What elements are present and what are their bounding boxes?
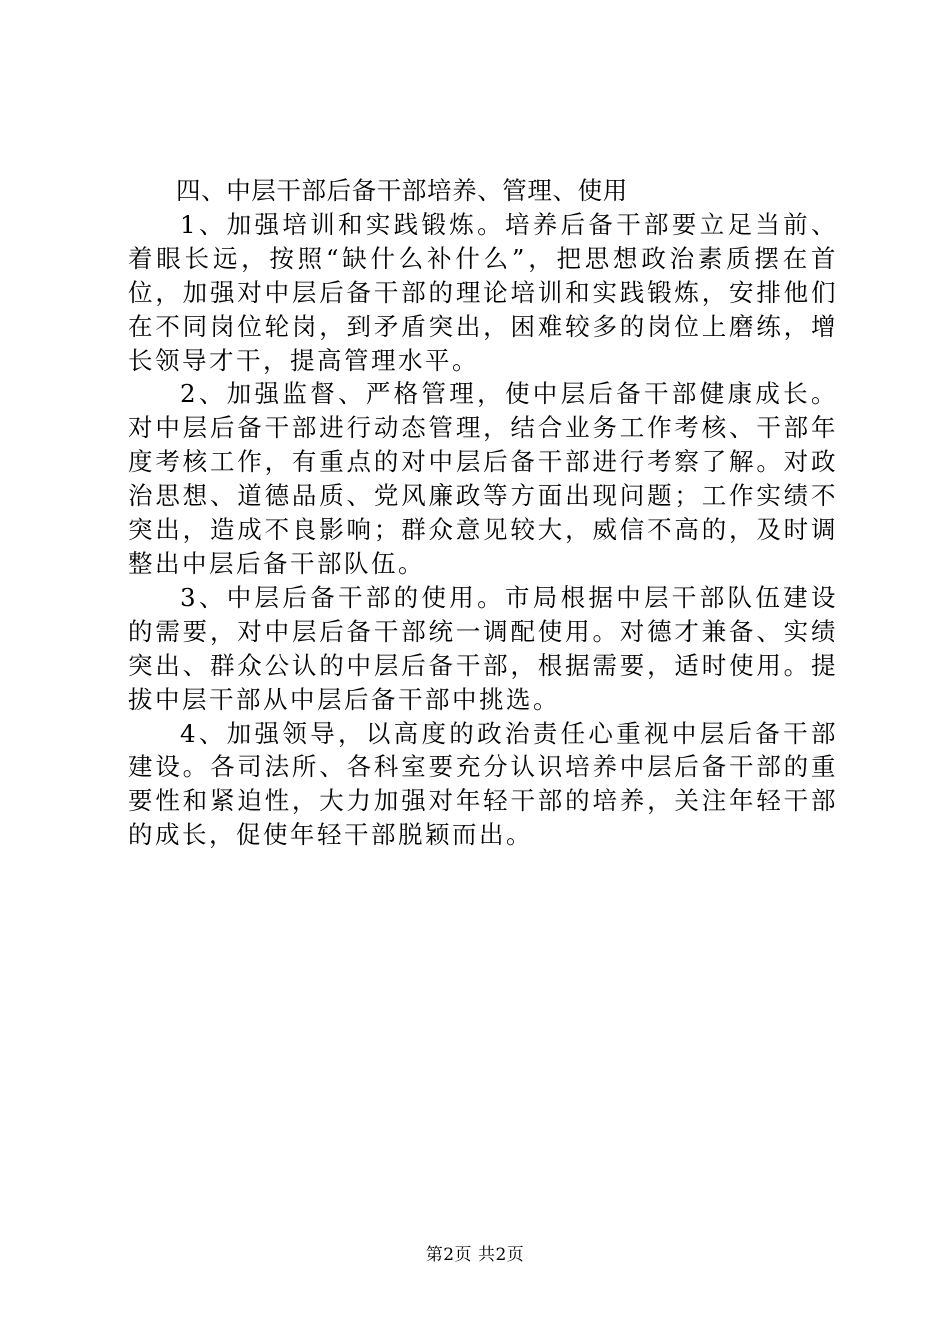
paragraph-2: 2、加强监督、严格管理，使中层后备干部健康成长。对中层后备干部进行动态管理，结合业务工作考核、干部年度考核工作，有重点的对中层后备干部进行考察了解。对政治思想、道德品质、党风廉政等方面出现问题；工作实绩不突出，造成不良影响；群众意见较大，威信不高的，及时调整出中层后备干部队伍。 xyxy=(128,379,838,578)
section-heading: 四、中层干部后备干部培养、管理、使用 xyxy=(176,176,628,205)
page-number: 第2页 共2页 xyxy=(425,1245,525,1265)
paragraph-3: 3、中层后备干部的使用。市局根据中层干部队伍建设的需要，对中层后备干部统一调配使用。对德才兼备、实绩突出、群众公认的中层后备干部，根据需要，适时使用。提拔中层干部从中层后备干部中挑选。 xyxy=(128,582,838,714)
page-footer xyxy=(0,1244,950,1266)
paragraph-4: 4、加强领导，以高度的政治责任心重视中层后备干部建设。各司法所、各科室要充分认识培养中层后备干部的重要性和紧迫性，大力加强对年轻干部的培养，关注年轻干部的成长，促使年轻干部脱颖而出。 xyxy=(128,718,838,850)
paragraph-1: 1、加强培训和实践锻炼。培养后备干部要立足当前、着眼长远，按照“缺什么补什么”，把思想政治素质摆在首位，加强对中层后备干部的理论培训和实践锻炼，安排他们在不同岗位轮岗，到矛盾突出，困难较多的岗位上磨练，增长领导才干，提高管理水平。 xyxy=(128,209,838,375)
document-body xyxy=(128,174,838,852)
